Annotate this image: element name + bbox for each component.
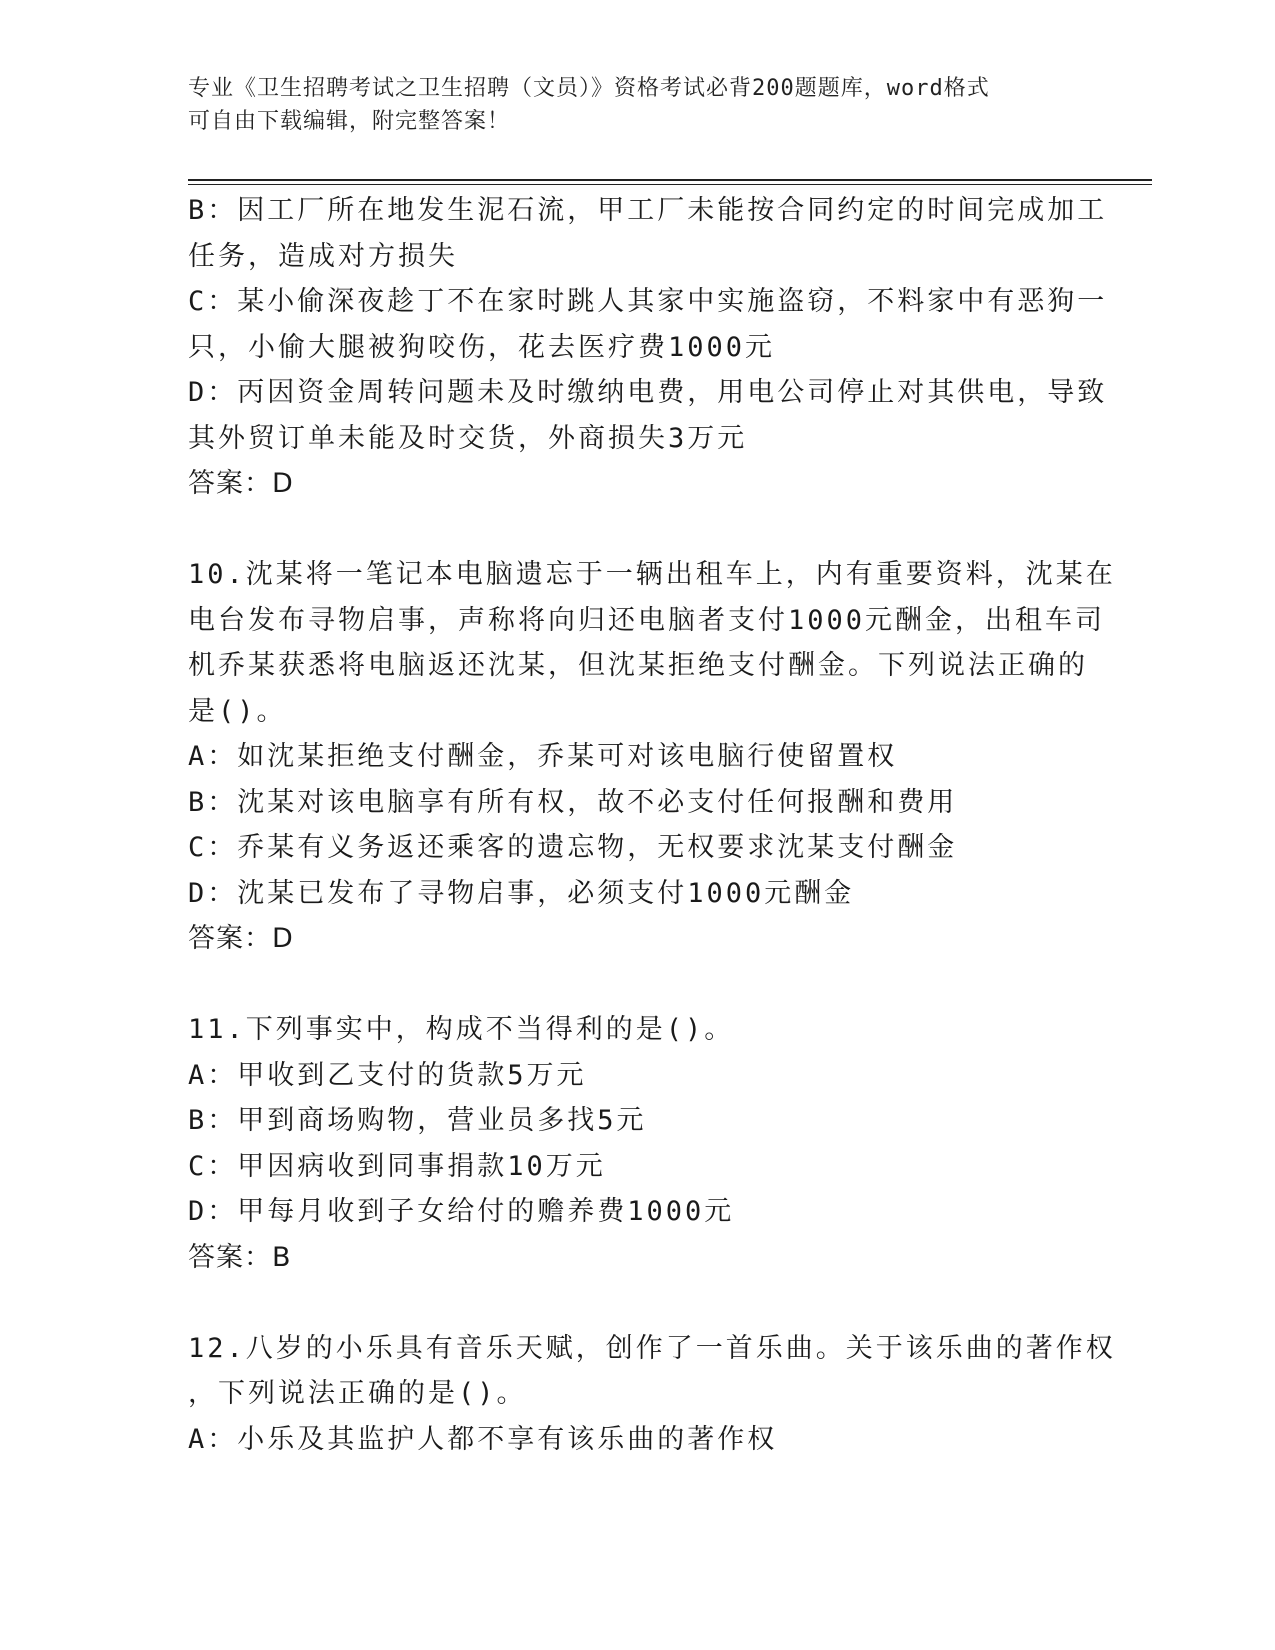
q9-option-b-line-1: B：因工厂所在地发生泥石流，甲工厂未能按合同约定的时间完成加工 [188, 195, 1108, 226]
q10-option-d: D：沈某已发布了寻物启事，必须支付1000元酬金 [188, 877, 855, 909]
spacer [188, 507, 1088, 553]
q12-stem-line-2: ，下列说法正确的是()。 [188, 1378, 527, 1409]
q11-option-d: D：甲每月收到子女给付的赡养费1000元 [188, 1196, 735, 1227]
header-line-2: 可自由下载编辑，附完整答案！ [188, 109, 511, 134]
question-10 [188, 552, 1116, 962]
q10-stem-line-4: 是()。 [188, 695, 287, 727]
q12-option-a: A：小乐及其监护人都不享有该乐曲的著作权 [188, 1423, 778, 1455]
q9-option-d-line-2: 其外贸订单未能及时交货，外商损失3万元 [188, 422, 748, 454]
question-11 [188, 1007, 1088, 1280]
header-rule-thin [188, 184, 1152, 185]
spacer [188, 1280, 1088, 1326]
q11-answer: 答案：B [188, 1241, 292, 1273]
document-body [188, 188, 1116, 1462]
q11-stem: 11.下列事实中，构成不当得利的是()。 [188, 1014, 735, 1045]
q10-stem-line-3: 机乔某获悉将电脑返还沈某，但沈某拒绝支付酬金。下列说法正确的 [188, 650, 1088, 681]
q9-option-b-line-2: 任务，造成对方损失 [188, 240, 458, 272]
q10-stem-line-2: 电台发布寻物启事，声称将向归还电脑者支付1000元酬金，出租车司 [188, 604, 1106, 636]
spacer [188, 962, 1088, 1008]
q10-option-a: A：如沈某拒绝支付酬金，乔某可对该电脑行使留置权 [188, 741, 898, 772]
q9-answer: 答案：D [188, 468, 294, 499]
q11-option-a: A：甲收到乙支付的货款5万元 [188, 1059, 587, 1091]
q10-stem-line-1: 10.沈某将一笔记本电脑遗忘于一辆出租车上，内有重要资料，沈某在 [188, 559, 1116, 590]
q9-option-d-line-1: D：丙因资金周转问题未及时缴纳电费，用电公司停止对其供电，导致 [188, 377, 1108, 408]
q10-answer: 答案：D [188, 923, 294, 954]
question-12 [188, 1326, 1116, 1463]
header-line-1: 专业《卫生招聘考试之卫生招聘（文员）》资格考试必背200题题库，word格式 [188, 76, 990, 101]
q9-option-c-line-1: C：某小偷深夜趁丁不在家时跳人其家中实施盗窃，不料家中有恶狗一 [188, 286, 1108, 317]
q10-option-c: C：乔某有义务返还乘客的遗忘物，无权要求沈某支付酬金 [188, 832, 958, 863]
document-header [188, 72, 1068, 138]
question-9 [188, 188, 1108, 507]
q9-option-c-line-2: 只，小偷大腿被狗咬伤，花去医疗费1000元 [188, 331, 776, 363]
q11-option-c: C：甲因病收到同事捐款10万元 [188, 1150, 606, 1182]
header-rule-thick [188, 179, 1152, 181]
q11-option-b: B：甲到商场购物，营业员多找5元 [188, 1105, 647, 1136]
q12-stem-line-1: 12.八岁的小乐具有音乐天赋，创作了一首乐曲。关于该乐曲的著作权 [188, 1332, 1116, 1364]
q10-option-b: B：沈某对该电脑享有所有权，故不必支付任何报酬和费用 [188, 786, 958, 818]
